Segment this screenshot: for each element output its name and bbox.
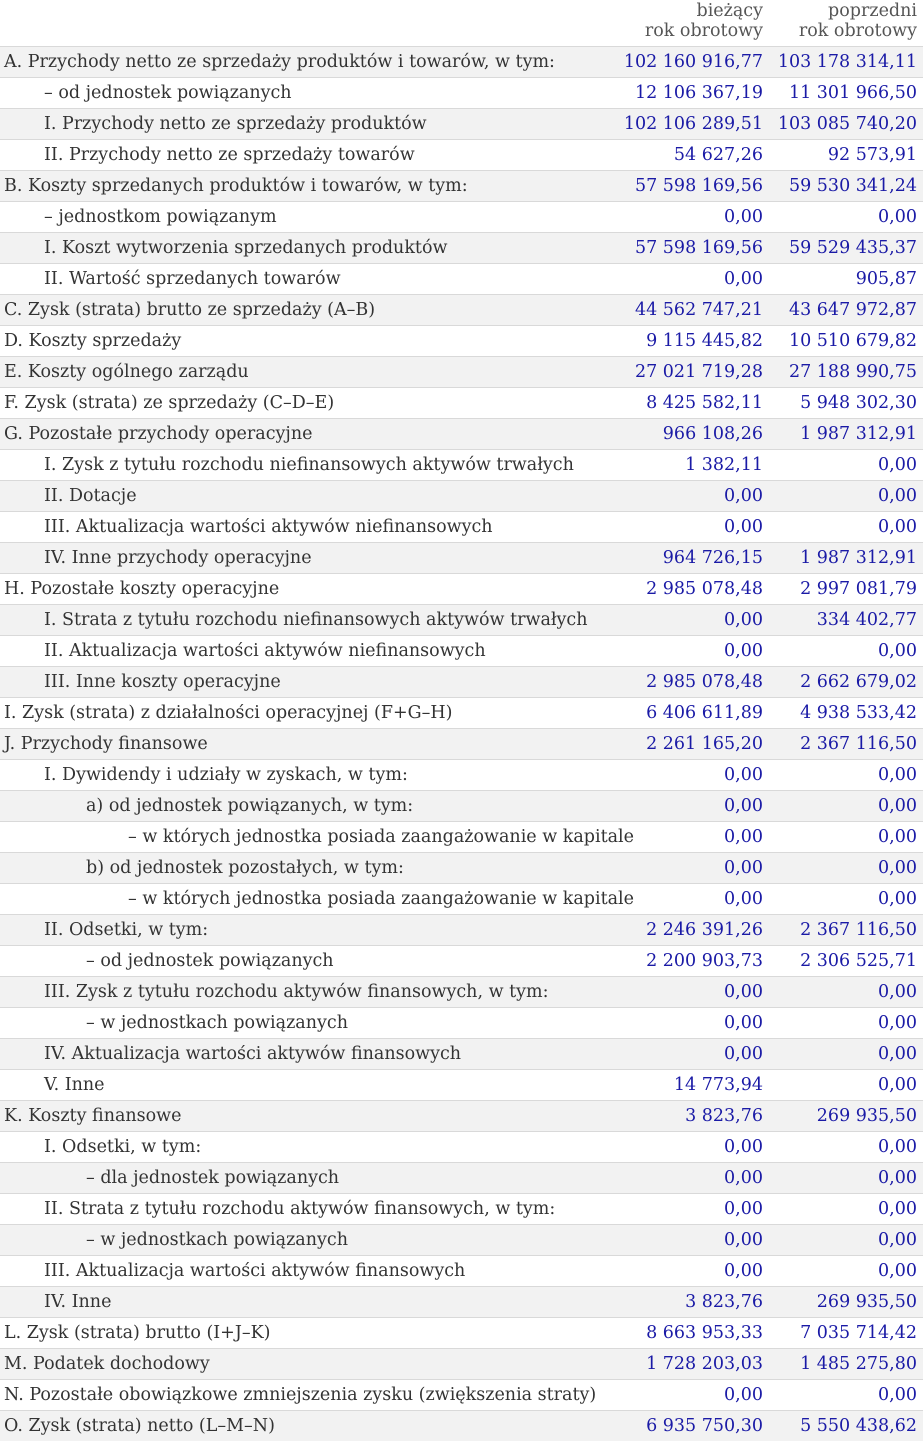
row-label: – w jednostkach powiązanych [86,1230,348,1250]
previous-year-value: 269 935,50 [816,1106,917,1126]
previous-year-value: 2 367 116,50 [800,734,917,754]
current-year-value: 44 562 747,21 [634,300,763,320]
table-row [0,1193,923,1224]
previous-year-value: 27 188 990,75 [788,362,917,382]
current-year-value: 2 200 903,73 [646,951,763,971]
table-row [0,976,923,1007]
row-label: III. Zysk z tytułu rozchodu aktywów finansowych, w tym: [44,982,549,1002]
previous-year-value: 0,00 [878,796,917,816]
row-label: – w których jednostka posiada zaangażowanie w kapitale [128,827,635,847]
current-year-value: 3 823,76 [685,1292,763,1312]
row-label: O. Zysk (strata) netto (L–M–N) [4,1416,275,1436]
current-year-value: 0,00 [724,1013,763,1033]
table-row [0,449,923,480]
previous-year-value: 1 987 312,91 [800,548,917,568]
table-row [0,511,923,542]
previous-year-value: 334 402,77 [816,610,917,630]
previous-year-value: 0,00 [878,827,917,847]
table-row [0,914,923,945]
current-year-value: 27 021 719,28 [634,362,763,382]
table-row [0,1100,923,1131]
table-row [0,232,923,263]
row-label: – od jednostek powiązanych [86,951,334,971]
table-row [0,480,923,511]
previous-year-value: 0,00 [878,1168,917,1188]
current-year-value: 0,00 [724,765,763,785]
row-label: H. Pozostałe koszty operacyjne [4,579,280,599]
current-year-value: 102 106 289,51 [623,114,763,134]
current-year-value: 966 108,26 [662,424,763,444]
table-row [0,387,923,418]
previous-year-value: 0,00 [878,1075,917,1095]
current-year-value: 2 246 391,26 [646,920,763,940]
current-year-value: 0,00 [724,486,763,506]
row-label: – od jednostek powiązanych [44,83,292,103]
previous-year-value: 5 550 438,62 [800,1416,917,1436]
previous-year-header-line2: rok obrotowy [798,21,917,41]
row-label: IV. Inne przychody operacyjne [44,548,312,568]
current-year-value: 6 935 750,30 [646,1416,763,1436]
row-label: II. Wartość sprzedanych towarów [44,269,341,289]
table-row [0,728,923,759]
table-row [0,1348,923,1379]
previous-year-value: 59 529 435,37 [788,238,917,258]
row-label: b) od jednostek pozostałych, w tym: [86,858,404,878]
row-label: IV. Inne [44,1292,112,1312]
table-row [0,1007,923,1038]
previous-year-value: 10 510 679,82 [788,331,917,351]
previous-year-value: 2 997 081,79 [800,579,917,599]
table-row [0,852,923,883]
table-row [0,666,923,697]
row-label: D. Koszty sprzedaży [4,331,182,351]
previous-year-value: 0,00 [878,207,917,227]
current-year-value: 2 985 078,48 [646,672,763,692]
current-year-value: 0,00 [724,207,763,227]
table-row [0,325,923,356]
table-row [0,46,923,77]
previous-year-value: 269 935,50 [816,1292,917,1312]
row-label: B. Koszty sprzedanych produktów i towarów, w tym: [4,176,468,196]
row-label: a) od jednostek powiązanych, w tym: [86,796,414,816]
current-year-value: 0,00 [724,1385,763,1405]
table-row [0,263,923,294]
table-row [0,108,923,139]
current-year-value: 57 598 169,56 [634,176,763,196]
income-statement-table [0,46,923,1441]
row-label: A. Przychody netto ze sprzedaży produktów i towarów, w tym: [4,52,555,72]
current-year-value: 0,00 [724,610,763,630]
previous-year-value: 2 662 679,02 [800,672,917,692]
previous-year-value: 0,00 [878,486,917,506]
table-header [0,0,923,46]
row-label: E. Koszty ogólnego zarządu [4,362,249,382]
previous-year-value: 0,00 [878,1385,917,1405]
row-label: – jednostkom powiązanym [44,207,277,227]
table-row [0,697,923,728]
previous-year-value: 0,00 [878,858,917,878]
row-label: N. Pozostałe obowiązkowe zmniejszenia zysku (zwiększenia straty) [4,1385,597,1405]
previous-year-value: 11 301 966,50 [788,83,917,103]
table-row [0,635,923,666]
row-label: II. Strata z tytułu rozchodu aktywów finansowych, w tym: [44,1199,556,1219]
previous-year-value: 59 530 341,24 [788,176,917,196]
table-row [0,201,923,232]
table-row [0,604,923,635]
previous-year-value: 1 485 275,80 [800,1354,917,1374]
row-label: I. Strata z tytułu rozchodu niefinansowych aktywów trwałych [44,610,588,630]
table-row [0,1379,923,1410]
previous-year-value: 0,00 [878,641,917,661]
row-label: M. Podatek dochodowy [4,1354,210,1374]
current-year-value: 6 406 611,89 [646,703,763,723]
row-label: V. Inne [44,1075,105,1095]
previous-year-value: 103 178 314,11 [777,52,917,72]
table-row [0,883,923,914]
current-year-header-line2: rok obrotowy [644,21,763,41]
row-label: K. Koszty finansowe [4,1106,182,1126]
previous-year-value: 0,00 [878,765,917,785]
current-year-value: 0,00 [724,1044,763,1064]
current-year-value: 12 106 367,19 [634,83,763,103]
row-label: II. Aktualizacja wartości aktywów niefinansowych [44,641,486,661]
previous-year-value: 5 948 302,30 [800,393,917,413]
current-year-value: 0,00 [724,889,763,909]
row-label: L. Zysk (strata) brutto (I+J–K) [4,1323,271,1343]
table-row [0,139,923,170]
table-row [0,542,923,573]
current-year-value: 0,00 [724,641,763,661]
row-label: III. Aktualizacja wartości aktywów niefinansowych [44,517,493,537]
row-label: I. Dywidendy i udziały w zyskach, w tym: [44,765,408,785]
previous-year-value: 1 987 312,91 [800,424,917,444]
previous-year-header-line1: poprzedni [828,1,917,21]
table-row [0,1038,923,1069]
previous-year-value: 92 573,91 [827,145,917,165]
table-row [0,1286,923,1317]
previous-year-value: 4 938 533,42 [800,703,917,723]
table-row [0,1069,923,1100]
row-label: G. Pozostałe przychody operacyjne [4,424,313,444]
row-label: III. Inne koszty operacyjne [44,672,281,692]
current-year-value: 1 382,11 [685,455,763,475]
current-year-value: 2 261 165,20 [646,734,763,754]
current-year-value: 0,00 [724,269,763,289]
current-year-value: 2 985 078,48 [646,579,763,599]
previous-year-value: 0,00 [878,455,917,475]
table-row [0,759,923,790]
row-label: I. Koszt wytworzenia sprzedanych produktów [44,238,448,258]
previous-year-value: 2 367 116,50 [800,920,917,940]
current-year-value: 8 425 582,11 [646,393,763,413]
table-row [0,790,923,821]
previous-year-value: 103 085 740,20 [777,114,917,134]
table-row [0,418,923,449]
current-year-header [645,1,763,41]
row-label: I. Zysk z tytułu rozchodu niefinansowych aktywów trwałych [44,455,574,475]
table-row [0,573,923,604]
previous-year-value: 7 035 714,42 [800,1323,917,1343]
current-year-header-line1: bieżący [696,1,763,21]
row-label: C. Zysk (strata) brutto ze sprzedaży (A–B) [4,300,376,320]
previous-year-value: 0,00 [878,517,917,537]
current-year-value: 964 726,15 [662,548,763,568]
table-row [0,1224,923,1255]
row-label: J. Przychody finansowe [4,734,208,754]
previous-year-value: 0,00 [878,1261,917,1281]
table-row [0,294,923,325]
current-year-value: 0,00 [724,1168,763,1188]
current-year-value: 0,00 [724,1199,763,1219]
table-row [0,1131,923,1162]
previous-year-value: 0,00 [878,1230,917,1250]
previous-year-value: 0,00 [878,1044,917,1064]
table-row [0,77,923,108]
row-label: – w których jednostka posiada zaangażowanie w kapitale [128,889,635,909]
current-year-value: 0,00 [724,796,763,816]
current-year-value: 0,00 [724,1137,763,1157]
previous-year-value: 0,00 [878,1137,917,1157]
current-year-value: 0,00 [724,1230,763,1250]
table-row [0,1410,923,1441]
current-year-value: 0,00 [724,982,763,1002]
row-label: – dla jednostek powiązanych [86,1168,340,1188]
current-year-value: 9 115 445,82 [646,331,763,351]
current-year-value: 54 627,26 [673,145,763,165]
row-label: – w jednostkach powiązanych [86,1013,348,1033]
row-label: II. Przychody netto ze sprzedaży towarów [44,145,415,165]
table-row [0,945,923,976]
current-year-value: 0,00 [724,827,763,847]
current-year-value: 3 823,76 [685,1106,763,1126]
current-year-value: 102 160 916,77 [623,52,763,72]
table-row [0,1162,923,1193]
current-year-value: 14 773,94 [673,1075,763,1095]
row-label: I. Odsetki, w tym: [44,1137,202,1157]
previous-year-value: 0,00 [878,982,917,1002]
current-year-value: 0,00 [724,858,763,878]
row-label: II. Odsetki, w tym: [44,920,209,940]
table-row [0,821,923,852]
table-row [0,170,923,201]
row-label: III. Aktualizacja wartości aktywów finansowych [44,1261,466,1281]
previous-year-value: 0,00 [878,889,917,909]
previous-year-value: 0,00 [878,1199,917,1219]
previous-year-value: 43 647 972,87 [788,300,917,320]
current-year-value: 57 598 169,56 [634,238,763,258]
table-row [0,1317,923,1348]
table-row [0,356,923,387]
current-year-value: 8 663 953,33 [646,1323,763,1343]
previous-year-value: 905,87 [855,269,917,289]
row-label: F. Zysk (strata) ze sprzedaży (C–D–E) [4,393,335,413]
previous-year-value: 2 306 525,71 [800,951,917,971]
row-label: I. Przychody netto ze sprzedaży produktów [44,114,427,134]
table-row [0,1255,923,1286]
row-label: IV. Aktualizacja wartości aktywów finansowych [44,1044,462,1064]
row-label: II. Dotacje [44,486,137,506]
row-label: I. Zysk (strata) z działalności operacyjnej (F+G–H) [4,703,453,723]
previous-year-value: 0,00 [878,1013,917,1033]
previous-year-header [799,1,917,41]
current-year-value: 0,00 [724,517,763,537]
current-year-value: 0,00 [724,1261,763,1281]
current-year-value: 1 728 203,03 [646,1354,763,1374]
